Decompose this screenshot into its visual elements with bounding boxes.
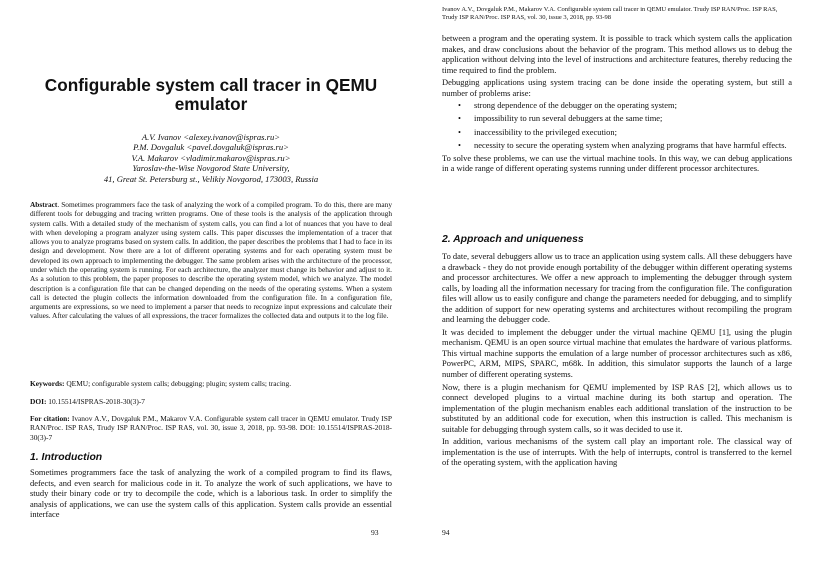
page-number: 94 [442,528,450,537]
paragraph: Now, there is a plugin mechanism for QEMU implemented by ISP RAS [2], which allows us to connect developed plugins to a virtual machine during its both startup and operation. The implementation of the plugin mechanism enables each additional translation of the instruction to be substituted by an additional code for execution, when this instruction is called. This mechanism is suitable for debugging through system calls, so it was decided to use it. [442,381,792,434]
running-head: Ivanov A.V., Dovgaluk P.M., Makarov V.A. Configurable system call tracer in QEMU emulator. Trudy ISP RAN/Proc. ISP RAS, Trudy ISP RAN/Proc. ISP RAS, vol. 30, issue 3, 2018, pp. 93-98 [442,6,778,22]
paper-title: Configurable system call tracer in QEMU emulator [44,75,378,114]
abstract [30,200,392,321]
author-line: A.V. Ivanov <alexey.ivanov@ispras.ru> [141,132,281,142]
doi-text: 10.15514/ISPRAS-2018-30(3)-7 [46,397,145,406]
list-item [442,127,792,138]
address-line: 41, Great St. Petersburg st., Velikiy Novgorod, 173003, Russia [103,173,319,184]
list-item-text: inaccessibility to the privileged execution; [474,126,617,137]
abstract-text: . Sometimes programmers face the task of analyzing the work of a compiled program. To do this, there are many different tools for debugging and tracing written programs. One of these tools is the analysis of the application through system calls. With a detailed study of the mechanism of system calls, you can find a lot of nuances that you have to deal with when developing a program analyzer using system calls. This paper discusses the implementation of a tracer that allows you to analyze programs based on system calls. In addition, the paper describes the problems that I had to face in its design and development. Now there are a lot of different operating systems and for each operating system must be developed its own approach to implementing the debugger. The same problem arises with the architecture of the processor, under which the operating system is running. For each architecture, the analyzer must change its behavior and adjust to it. As a solution to this problem, the paper proposes to describe the operating system model, which we analyze. The model description is a configuration file that can be changed depending on the needs of the operating systems. When a system call is detected the plugin collects the information downloaded from the configuration file. In a configuration file, arguments are expressions, so we need to implement a parser that needs to recognize input expressions and calculate their values. After calculating the values of all expressions, the tracer formalizes the collected data and outputs it to the log file. [30,200,392,321]
paragraph: To solve these problems, we can use the virtual machine tools. In this way, we can debug applications in a wide range of different operating systems running under different processor architectures. [442,152,792,174]
citation-text: Ivanov A.V., Dovgaluk P.M., Makarov V.A. Configurable system call tracer in QEMU emulator. Trudy ISP RAN/Proc. ISP RAS, Trudy ISP RAN/Proc. ISP RAS, vol. 30, issue 3, 2018, pp. 93-98. DOI: 10.15514/ISPRAS-2018-30(3)-7 [30,414,392,442]
bullet-icon: • [458,139,461,150]
introduction-text: Sometimes programmers face the task of analyzing the work of a compiled program to find its flaws, defects, and even search for malicious code in it. To analyze the work of such applications, we have to study their binary code or try to decompile the code, which is a laborious task. In order to simplify the analysis of applications, we can use the system calls of this application. System calls provide an essential interface [30,467,392,520]
keywords-label: Keywords: [30,379,65,388]
bullet-icon: • [458,113,461,124]
keywords [30,379,392,388]
list-item-text: strong dependence of the debugger on the operating system; [474,100,677,111]
list-item [442,140,792,151]
list-item [442,100,792,111]
abstract-label: Abstract [30,200,58,209]
citation [30,414,392,442]
citation-label: For citation: [30,414,70,423]
problem-list [442,100,792,150]
doi-label: DOI: [30,397,47,406]
bullet-icon: • [458,100,461,111]
keywords-text: QEMU; configurable system calls; debugging; plugin; system calls; tracing. [64,379,292,388]
bullet-icon: • [458,126,461,137]
doi [30,397,392,406]
list-item-text: impossibility to run several debuggers at the same time; [474,113,663,124]
paragraph: To date, several debuggers allow us to trace an application using system calls. All these debuggers have a drawback - they do not provide enough portability of the debugger within different operating systems and processor architectures. We offer a new approach to implementing the debugger through system calls, by loading all the information necessary for tracing from the configuration file. The configuration files will allow us to easily configure and change the parameters needed for debugging, and to simplify the addition of support for new operating systems and architectures without recompiling the program and learning the debugger code. [442,251,792,325]
author-block [30,132,392,184]
author-line: P.M. Dovgaluk <pavel.dovgaluk@ispras.ru> [133,142,289,153]
list-item [442,113,792,124]
list-item-text: necessity to secure the operating system when analyzing programs that have harmful effects. [474,139,787,150]
right-body-bottom [442,251,792,470]
paragraph: Debugging applications using system tracing can be done inside the operating system, but still a number of problems arise: [442,77,792,98]
page-number: 93 [371,528,379,537]
section-heading-introduction: 1. Introduction [30,452,103,463]
paragraph: between a program and the operating system. It is possible to track which system calls the application makes, and draw conclusions about the behavior of the program. This method allows us to debug the application without delving into the level of instructions and architecture features, thereby reducing the time required to find the problem. [442,33,792,75]
author-line: V.A. Makarov <vladimir.makarov@ispras.ru> [131,152,291,163]
right-body-top [442,33,792,176]
paragraph: It was decided to implement the debugger under the virtual machine QEMU [1], using the plugin mechanism. QEMU is an open source virtual machine that emulates the hardware of various platforms. This virtual machine supports the emulation of a large number of processor architectures such as x86, PowerPC, ARM, MIPS, SPARC, m68k. In addition, this simulator supports the launch of a large number of different operating systems. [442,326,792,380]
affiliation-line: Yaroslav-the-Wise Novgorod State University, [132,163,290,174]
section-heading-approach: 2. Approach and uniqueness [442,234,584,245]
paragraph: In addition, various mechanisms of the system call play an important role. The classical way of implementation is the use of interrupts. With the help of interrupts, control is transferred to the kernel of the operating system, with the application having [442,436,792,468]
